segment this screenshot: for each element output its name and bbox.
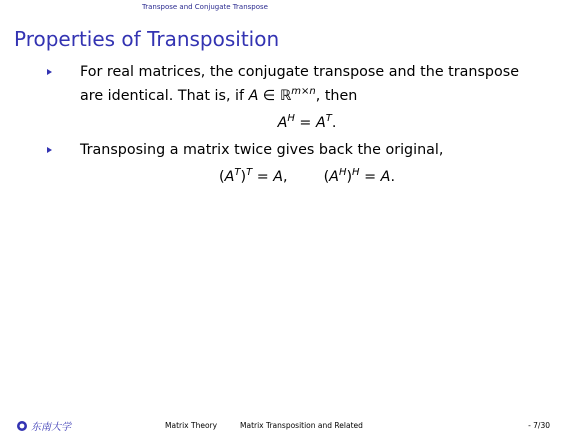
university-logo-icon xyxy=(16,420,96,432)
slide-title: Properties of Transposition xyxy=(14,27,280,51)
math-var-A: A xyxy=(380,168,391,185)
bullet-item-1 xyxy=(64,62,534,133)
math-equals: = xyxy=(294,114,316,131)
item1-line2-prefix: are identical. That is, if xyxy=(80,87,249,104)
footer-subtitle: Matrix Transposition and Related xyxy=(240,421,363,430)
math-sup-T: T xyxy=(234,166,241,178)
logo-text: 东南大学 xyxy=(31,422,71,432)
math-equals: = xyxy=(252,168,274,185)
math-var-A: A xyxy=(273,168,284,185)
equation-double-transpose xyxy=(80,163,534,187)
footer-title: Matrix Theory xyxy=(165,421,218,430)
math-period: . xyxy=(331,114,337,131)
math-paren: ) xyxy=(346,168,353,185)
math-var-A: A xyxy=(248,87,259,104)
math-sup-H: H xyxy=(338,166,347,178)
math-comma: , xyxy=(283,168,288,185)
math-var-A: A xyxy=(224,168,235,185)
triangle-bullet-icon xyxy=(47,69,52,75)
math-sup-H: H xyxy=(352,166,360,178)
item1-line2-suffix: , then xyxy=(315,87,358,104)
math-sup-T: T xyxy=(246,166,253,178)
math-real-field: ℝ xyxy=(279,87,292,104)
math-dims: m×n xyxy=(291,86,316,97)
math-paren: ( xyxy=(323,168,330,185)
math-in-symbol: ∈ xyxy=(258,87,280,104)
footer-bar xyxy=(0,418,580,434)
math-rhs-A: A xyxy=(315,114,326,131)
triangle-bullet-icon xyxy=(47,147,52,153)
math-period: . xyxy=(390,168,395,185)
bullet-item-2-text: Transposing a matrix twice gives back the original, xyxy=(80,141,444,158)
bullet-item-1-text xyxy=(80,62,534,106)
header-section-title: Transpose and Conjugate Transpose xyxy=(142,3,268,11)
equation-AH-equals-AT xyxy=(80,109,534,133)
item1-line1: For real matrices, the conjugate transpose and the transpose xyxy=(80,64,519,80)
bullet-item-2 xyxy=(64,140,534,187)
math-sup-T: T xyxy=(325,112,332,124)
math-equals: = xyxy=(359,168,381,185)
math-paren: ( xyxy=(219,168,225,185)
math-var-A: A xyxy=(329,168,339,185)
page-number: - 7/30 xyxy=(528,421,550,430)
math-lhs-A: A xyxy=(277,114,288,131)
bullet-list xyxy=(64,62,534,193)
math-paren: ) xyxy=(240,168,247,185)
math-sup-H: H xyxy=(287,112,295,124)
